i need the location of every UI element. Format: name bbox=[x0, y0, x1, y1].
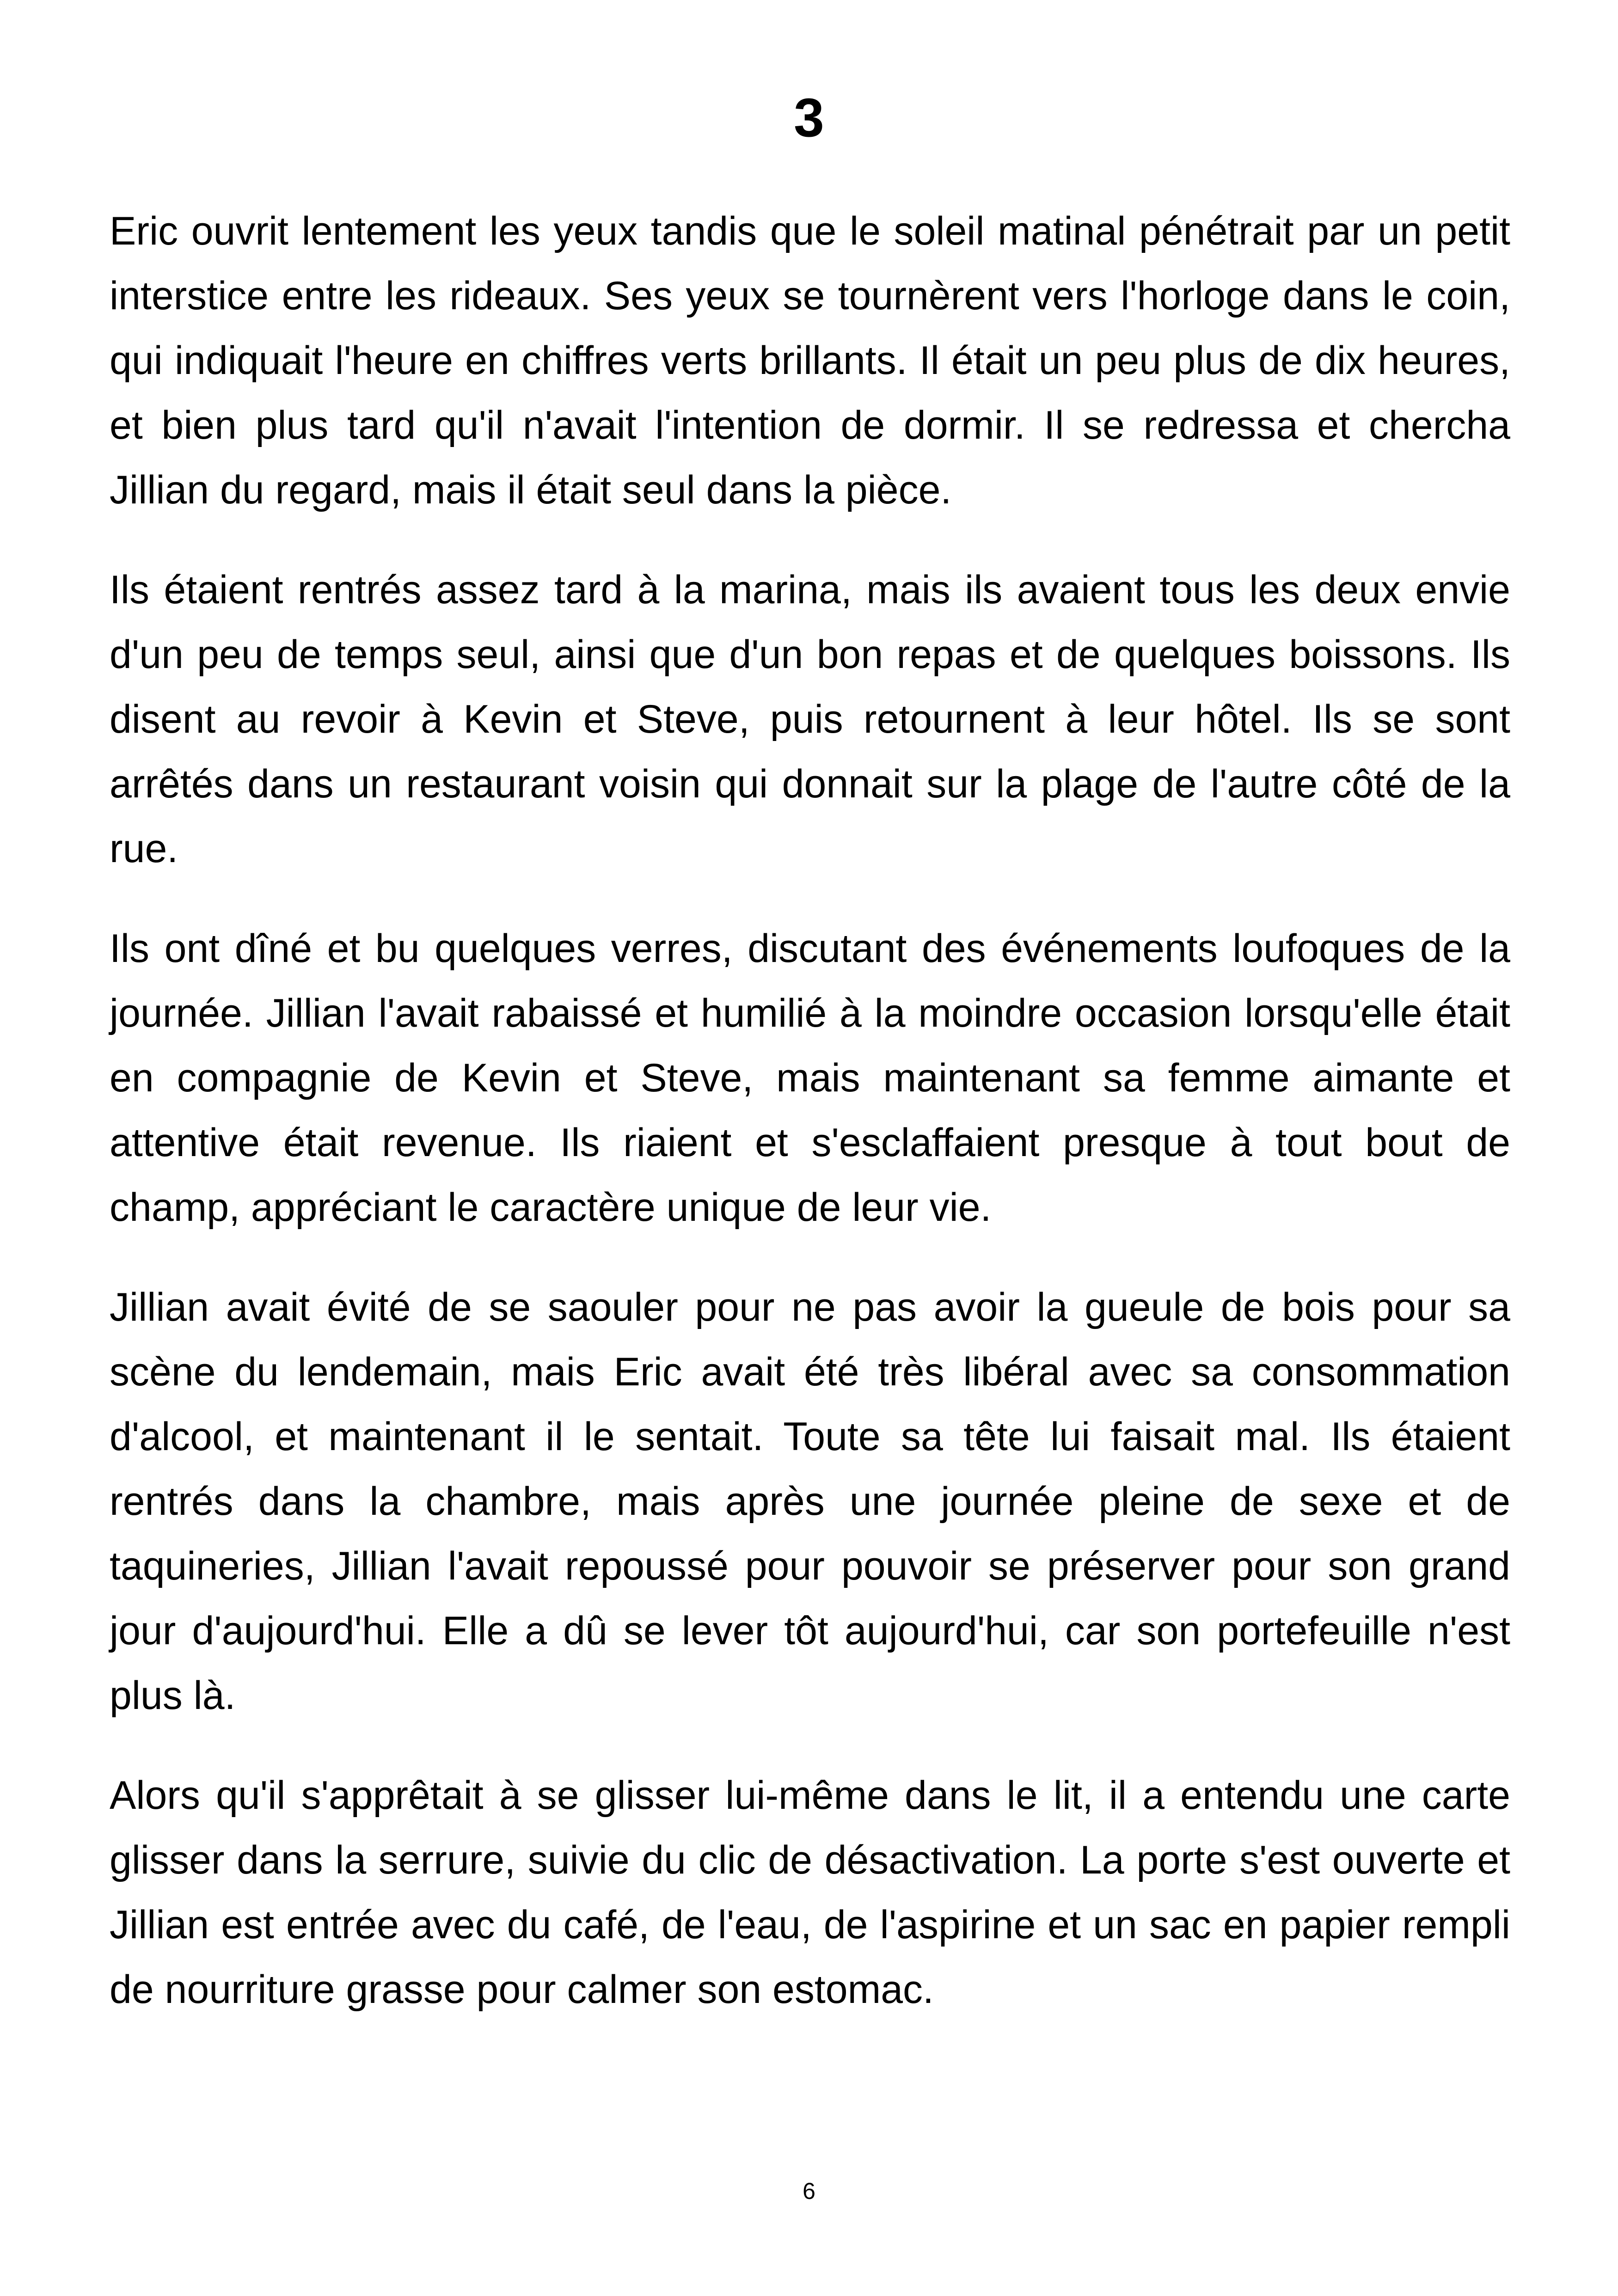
paragraph: Alors qu'il s'apprêtait à se glisser lui-même dans le lit, il a entendu une carte glisser dans la serrure, suivie du clic de désactivation. La porte s'est ouverte et Jillian est entrée avec du café, de l'eau, de l'aspirine et un sac en papier rempli de nourriture grasse pour calmer son estomac. bbox=[110, 1773, 1510, 2012]
chapter-number: 3 bbox=[794, 87, 824, 148]
paragraph: Ils ont dîné et bu quelques verres, discutant des événements loufoques de la journée. Jillian l'avait rabaissé et humilié à la moindre occasion lorsqu'elle était en compagnie de Kevin et Steve, mais maintenant sa femme aimante et attentive était revenue. Ils riaient et s'esclaffaient presque à tout bout de champ, appréciant le caractère unique de leur vie. bbox=[110, 926, 1510, 1230]
paragraph: Ils étaient rentrés assez tard à la marina, mais ils avaient tous les deux envie d'un peu de temps seul, ainsi que d'un bon repas et de quelques boissons. Ils disent au revoir à Kevin et Steve, puis retournent à leur hôtel. Ils se sont arrêtés dans un restaurant voisin qui donnait sur la plage de l'autre côté de la rue. bbox=[110, 568, 1510, 871]
paragraph: Jillian avait évité de se saouler pour ne pas avoir la gueule de bois pour sa scène du lendemain, mais Eric avait été très libéral avec sa consommation d'alcool, et maintenant il le sentait. Toute sa tête lui faisait mal. Ils étaient rentrés dans la chambre, mais après une journée pleine de sexe et de taquineries, Jillian l'avait repoussé pour pouvoir se préserver pour son grand jour d'aujourd'hui. Elle a dû se lever tôt aujourd'hui, car son portefeuille n'est plus là. bbox=[110, 1285, 1510, 1718]
body-text bbox=[110, 199, 1510, 2057]
paragraph: Eric ouvrit lentement les yeux tandis que le soleil matinal pénétrait par un petit interstice entre les rideaux. Ses yeux se tournèrent vers l'horloge dans le coin, qui indiquait l'heure en chiffres verts brillants. Il était un peu plus de dix heures, et bien plus tard qu'il n'avait l'intention de dormir. Il se redressa et chercha Jillian du regard, mais il était seul dans la pièce. bbox=[110, 209, 1510, 512]
page-number: 6 bbox=[803, 2178, 815, 2204]
